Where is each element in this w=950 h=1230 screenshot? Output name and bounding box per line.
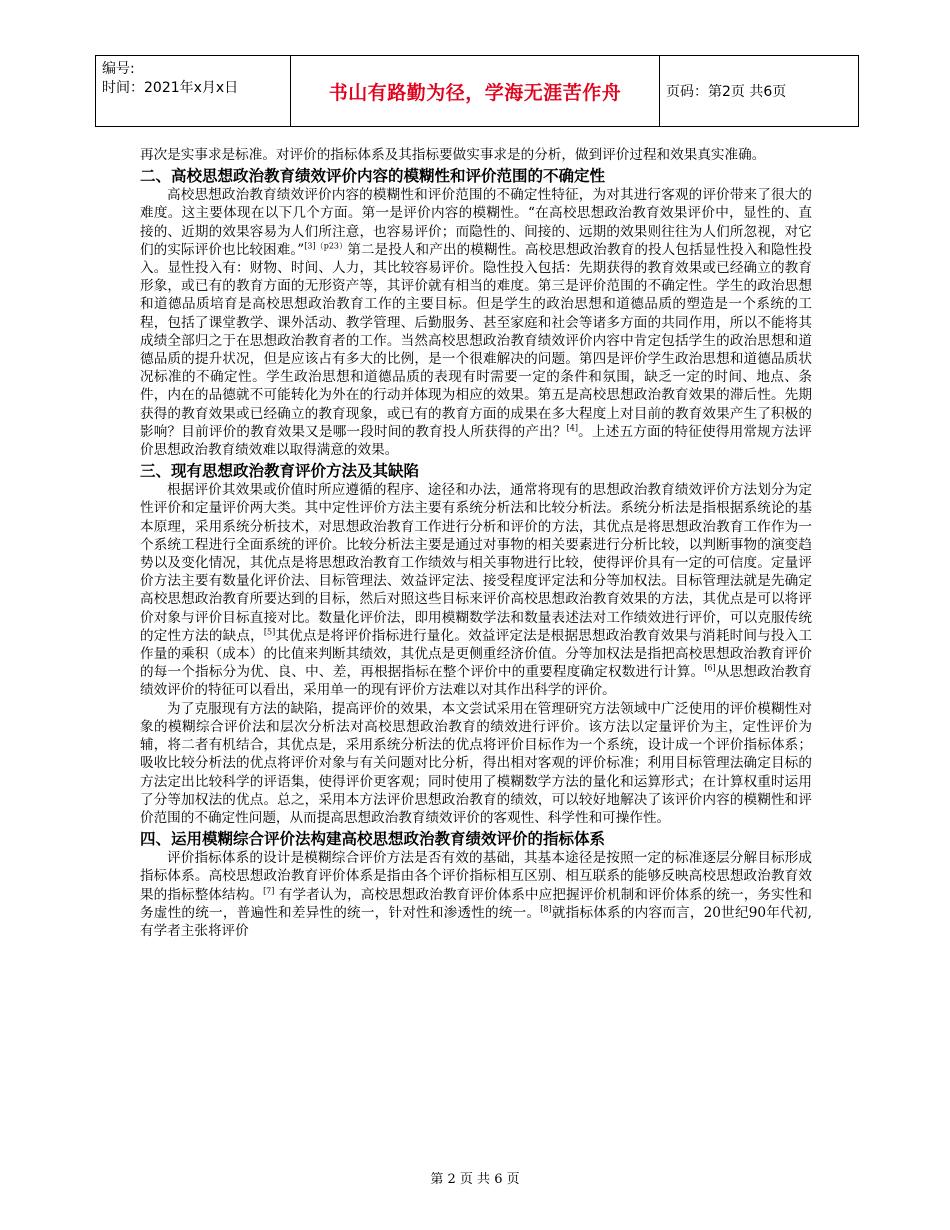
citation-7: [7] [263,885,275,895]
citation-4: [4] [566,423,579,433]
paragraph-4-text-b: 有学者认为，高校思想政治教育评价体系中应把握评价机制和评价体系的统一，务实性和务虚性的统一，普遍性和差异性的统一，针对性和渗透性的统一。 [140,886,812,921]
paragraph-4-text-a: 评价指标体系的设计是模糊综合评价方法是否有效的基础，其基本途径是按照一定的标准逐层分解目标形成指标体系。高校思想政治教育评价体系是指由各个评价指标相互区别、相互联系的能够反映高校思想政治教育效果的指标整体结构。 [140,850,812,903]
number-label: 编号: [102,61,135,77]
citation-8: [8] [540,904,552,914]
paragraph-3: 为了克服现有方法的缺陷，提高评价的效果，本文尝试采用在管理研究方法领域中广泛使用的评价模糊性对象的模糊综合评价法和层次分析法对高校思想政治教育的绩效进行评价。该方法以定量评价为主，定性评价为辅，将二者有机结合，其优点是，采用系统分析法的优点将评价目标作为一个系统，设计成一个评价指标体系；吸收比较分析法的优点将评价对象与有关问题对比分析，得出相对客观的评价标准；利用目标管理法确定目标的方法定出比较科学的评语集，使得评价更客观；同时使用了模糊数学方法的量化和运算形式；在计算权重时运用了分等加权法的优点。总之，采用本方法评价思想政治教育的绩效，可以较好地解决了该评价内容的模糊性和评价范围的不确定性问题，从而提高思想政治教育绩效评价的客观性、科学性和可操作性。 [140,700,812,826]
paragraph-1-text-c: 。上述五方面的特征使得用常规方法评价思想政治教育绩效难以取得满意的效果。 [140,423,812,459]
paragraph-2-text-a: 根据评价其效果或价值时所应遵循的程序、途径和办法，通常将现有的思想政治教育绩效评价方法划分为定性评价和定量评价两大类。其中定性评价方法主要有系统分析法和比较分析法。系统分析法是指根据系统论的基本原理，采用系统分析技术，对思想政治教育工作进行分析和评价的方法，其优点是将思想政治教育工作作为一个系统工程进行全面系统的评价。比较分析法主要是通过对事物的相关要素进行分析比较，以判断事物的演变趋势以及变化情况，其优点是将思想政治教育工作绩效与相关事物进行比较，使得评价具有一定的可信度。定量评价方法主要有数量化评价法、目标管理法、效益评定法、接受程度评定法和分等加权法。目标管理法就是先确定高校思想政治教育所要达到的目标，然后对照这些目标来评价高校思想政治教育效果的方法，其优点是可以将评价对象与评价目标直接对比。数量化评价法，即用模糊数学法和数量表述法对工作绩效进行评价，可以克服传统的定性方法的缺点， [140,482,812,644]
paragraph-1 [140,186,812,459]
paragraph-4 [140,849,812,940]
citation-3: [3]（p23） [304,241,348,251]
header-motto: 书山有路勤为径，学海无涯苦作舟 [290,56,660,126]
paragraph-0: 再次是实事求是标准。对评价的指标体系及其指标要做实事求是的分析，做到评价过程和效果真实准确。 [140,147,766,163]
section-heading-3: 三、现有思想政治教育评价方法及其缺陷 [140,462,420,481]
paragraph-2-text-c: 从思想政治教育绩效评价的特征可以看出，采用单一的现有评价方法难以对其作出科学的评价。 [140,664,813,699]
header-meta [96,56,290,126]
document-body [140,146,812,940]
paragraph-1-text-b: 第二是投人和产出的模糊性。高校思想政治教育的投人包括显性投入和隐性投入。显性投入有：财物、时间、人力，其比较容易评价。隐性投入包括：先期获得的教育效果或已经确立的教育形象，或已有的教育方面的无形资产等，其评价就有相当的难度。第三是评价范围的不确定性。学生的政治思想和道德品质培育是高校思想政治教育工作的主要目标。但是学生的政治思想和道德品质的塑造是一个系统的工程，包括了课堂教学、课外活动、教学管理、后勤服务、甚至家庭和社会等诸多方面的共同作用，所以不能将其成绩全部归之于在思想政治教育者的工作。当然高校思想政治教育绩效评价内容中肯定包括学生的政治思想和道德品质的提升状况，但是应该占有多大的比例，是一个很难解决的问题。第四是评价学生政治思想和道德品质状况标准的不确定性。学生政治思想和道德品质的表现有时需要一定的条件和氛围，缺乏一定的时间、地点、条件，内在的品德就不可能转化为外在的行动并体现为相应的效果。第五是高校思想政治教育效果的滞后性。先期获得的教育效果或已经确立的教育现象，或已有的教育方面的成果在多大程度上对目前的教育效果产生了积极的影响？目前评价的教育效果又是哪一段时间的教育投人所获得的产出？ [140,241,812,440]
header-page-label: 页码：第2页 共6页 [666,84,787,100]
page-footer: 第 2 页 共 6 页 [430,1172,520,1187]
section-heading-4: 四、运用模糊综合评价法构建高校思想政治教育绩效评价的指标体系 [140,830,606,849]
paragraph-2-text-b: 其优点是将评价指标进行量化。效益评定法是根据思想政治教育效果与消耗时间与投入工作量的乘积（成本）的比值来判断其绩效，其优点是更侧重经济价值。分等加权法是指把高校思想政治教育评价的每一个指标分为优、良、中、差，再根据指标在整个评价中的重要程度确定权数进行计算。 [140,627,812,681]
section-heading-2: 二、高校思想政治教育绩效评价内容的模糊性和评价范围的不确定性 [140,167,606,186]
paragraph-1-text-a: 高校思想政治教育绩效评价内容的模糊性和评价范围的不确定性特征，为对其进行客观的评价带来了很大的难度。这主要体现在以下几个方面。第一是评价内容的模糊性。“在高校思想政治教育效果评价中，显性的、直接的、近期的效果容易为人们所注意，也容易评价；而隐性的、间接的、远期的效果则往往为人们所忽视，对它们的实际评价也比较困难。” [140,187,812,258]
paragraph-2 [140,481,812,699]
paragraph-4-text-c: 就指标体系的内容而言，20世纪90年代初,有学者主张将评价 [140,904,813,939]
page-header [95,55,859,127]
citation-5: [5] [263,627,276,637]
citation-6: [6] [704,663,716,673]
time-label: 时间：2021年x月x日 [102,80,239,96]
